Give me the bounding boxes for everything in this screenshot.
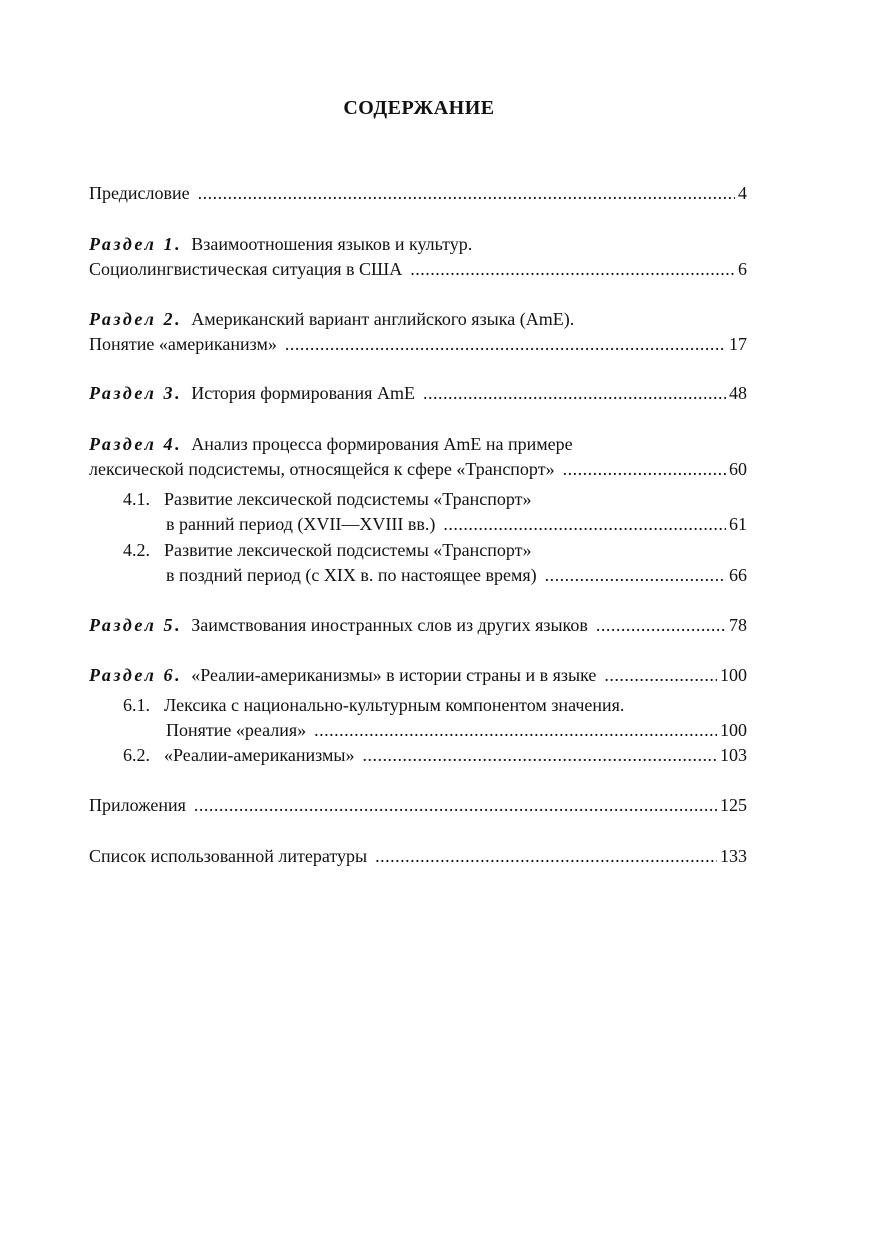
section-label: Раздел 5. <box>89 615 183 635</box>
page-number: 78 <box>729 615 747 635</box>
section-label: Раздел 2. <box>89 309 183 329</box>
section-label: Раздел 4. <box>89 434 183 454</box>
toc-entry-title-cont: в ранний период (XVII—XVIII вв.) <box>166 514 436 534</box>
toc-entry-title: Анализ процесса формирования AmE на примере <box>191 434 573 454</box>
page-number: 48 <box>729 383 747 403</box>
page-number: 66 <box>729 565 747 585</box>
page-number: 103 <box>720 745 747 765</box>
leader-dots <box>314 718 717 743</box>
page-number: 60 <box>729 459 747 479</box>
toc-entry-title: Развитие лексической подсистемы «Транспорт» <box>164 540 532 560</box>
leader-dots <box>285 332 726 357</box>
leader-dots <box>596 613 726 638</box>
toc-entry-appendix <box>89 793 747 818</box>
toc-entry-subsection-6-1 <box>123 693 747 743</box>
page-number: 100 <box>720 665 747 685</box>
toc-entry-preface <box>89 181 747 206</box>
page-number: 100 <box>720 720 747 740</box>
toc-entry-title: Развитие лексической подсистемы «Транспорт» <box>164 489 532 509</box>
toc-entry-title-cont: Социолингвистическая ситуация в США <box>89 259 403 279</box>
toc-entry-subsection-6-2 <box>123 743 747 768</box>
leader-dots <box>604 663 717 688</box>
subsection-number: 4.1. <box>123 489 150 509</box>
page-number: 4 <box>738 183 747 203</box>
leader-dots <box>423 381 726 406</box>
toc-entry-section-2 <box>89 307 747 357</box>
toc-entry-title: Приложения <box>89 795 186 815</box>
leader-dots <box>545 563 726 588</box>
toc-entry-references <box>89 844 747 869</box>
page-number: 125 <box>720 795 747 815</box>
page-number: 61 <box>729 514 747 534</box>
toc-entry-title-cont: в поздний период (с XIX в. по настоящее время) <box>166 565 537 585</box>
page-number: 17 <box>729 334 747 354</box>
page-number: 133 <box>720 846 747 866</box>
toc-entry-section-6 <box>89 663 747 688</box>
page-number: 6 <box>738 259 747 279</box>
toc-entry-title-cont: Понятие «реалия» <box>166 720 307 740</box>
toc-entry-title: «Реалии-американизмы» <box>164 745 355 765</box>
toc-entry-section-1 <box>89 232 747 282</box>
subsection-number: 6.2. <box>123 745 150 765</box>
toc-entry-title: Лексика с национально-культурным компонентом значения. <box>164 695 625 715</box>
leader-dots <box>443 512 726 537</box>
toc-entry-title-cont: лексической подсистемы, относящейся к сфере «Транспорт» <box>89 459 555 479</box>
toc-entry-title: Взаимоотношения языков и культур. <box>191 234 473 254</box>
leader-dots <box>362 743 717 768</box>
leader-dots <box>410 257 735 282</box>
subsection-number: 6.1. <box>123 695 150 715</box>
toc-entry-section-4 <box>89 432 747 482</box>
toc-entry-title: Заимствования иностранных слов из других языков <box>191 615 588 635</box>
leader-dots <box>198 181 735 206</box>
toc-entry-title: История формирования AmE <box>191 383 415 403</box>
page-title: СОДЕРЖАНИЕ <box>343 97 495 119</box>
toc-entry-section-5 <box>89 613 747 638</box>
leader-dots <box>375 844 717 869</box>
toc-entry-subsection-4-2 <box>123 538 747 588</box>
toc-entry-title: «Реалии-американизмы» в истории страны и в языке <box>191 665 597 685</box>
section-label: Раздел 3. <box>89 383 183 403</box>
toc-entry-title-cont: Понятие «американизм» <box>89 334 277 354</box>
subsection-number: 4.2. <box>123 540 150 560</box>
leader-dots <box>563 457 726 482</box>
leader-dots <box>194 793 717 818</box>
toc-entry-title: Список использованной литературы <box>89 846 368 866</box>
toc-entry-title: Предисловие <box>89 183 190 203</box>
toc-entry-subsection-4-1 <box>123 487 747 537</box>
section-label: Раздел 6. <box>89 665 183 685</box>
section-label: Раздел 1. <box>89 234 183 254</box>
toc-entry-section-3 <box>89 381 747 406</box>
toc-entry-title: Американский вариант английского языка (AmE). <box>191 309 575 329</box>
